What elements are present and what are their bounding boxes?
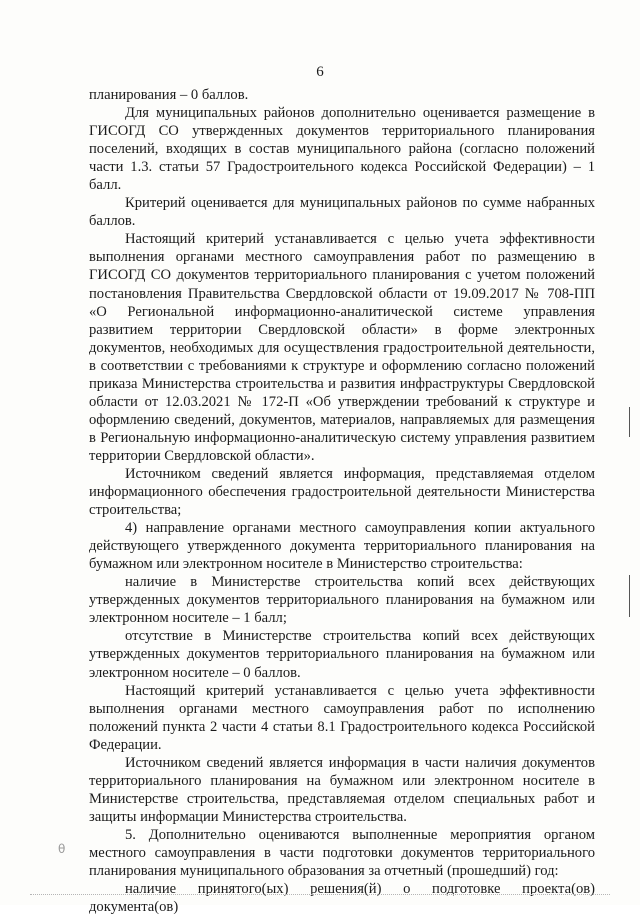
scan-artifact-line (629, 407, 630, 437)
paragraph-continuation: планирования – 0 баллов. (89, 87, 249, 103)
paragraph-decision: наличие принятого(ых) решения(й) о подготовке проекта(ов) документа(ов) (89, 881, 595, 916)
document-body (89, 86, 595, 916)
paragraph-district-bonus: Для муниципальных районов дополнительно оценивается размещение в ГИСОГД СО утвержденных документов территориального планирования поселений, входящих в состав муниципального района (согласно положений части 1.3. статьи 57 Градостроительного кодекса Российской Федерации) – 1 балл. (89, 105, 595, 194)
page-number: 6 (316, 64, 324, 80)
scan-artifact-line (629, 575, 630, 617)
paragraph-criterion-purpose-2: Настоящий критерий устанавливается с целью учета эффективности выполнения органами местного самоуправления работ по исполнению положений пункта 2 части 4 статьи 8.1 Градостроительного кодекса Российской Федерации. (89, 682, 595, 753)
paragraph-criterion-sum: Критерий оценивается для муниципальных районов по сумме набранных баллов. (89, 195, 595, 230)
paragraph-absence: отсутствие в Министерстве строительства копий всех действующих утвержденных документов территориального планирования на бумажном или электронном носителе – 0 баллов. (89, 628, 595, 681)
paragraph-presence: наличие в Министерстве строительства копий всех действующих утвержденных документов территориального планирования на бумажном или электронном носителе – 1 балл; (89, 574, 595, 627)
paragraph-source-info: Источником сведений является информация, представляемая отделом информационного обеспечения градостроительной деятельности Министерства строительства; (89, 465, 595, 519)
scan-artifact-bottom-edge (30, 894, 610, 896)
paragraph-item-4: 4) направление органами местного самоуправления копии актуального действующего утвержденного документа территориального планирования на бумажном или электронном носителе в Министерство строительства: (89, 520, 595, 573)
margin-mark: θ (58, 842, 66, 856)
paragraph-item-5: 5. Дополнительно оцениваются выполненные мероприятия органом местного самоуправления в части подготовки документов территориального планирования муниципального образования за отчетный (прошедший) год: (89, 826, 595, 880)
paragraph-criterion-purpose: Настоящий критерий устанавливается с целью учета эффективности выполнения органами местного самоуправления работ по размещению в ГИСОГД СО документов территориального планирования с учетом положений постановления Правительства Свердловской области от 19.09.2017 № 708-ПП «О Региональной информационно-аналитической системе управления развитием территории Свердловской области» в форме электронных документов, необходимых для осуществления градостроительной деятельности, в соответствии с требованиями к структуре и оформлению согласно положений приказа Министерства строительства и развития инфраструктуры Свердловской области от 12.03.2021 № 172-П «Об утверждении требований к структуре и оформлению сведений, документов, материалов, направляемых для размещения в Региональную информационно-аналитическую систему управления развитием территории Свердловской области». (89, 231, 595, 464)
paragraph-source-info-2: Источником сведений является информация в части наличия документов территориального планирования на бумажном или электронном носителе в Министерстве строительства, представляемая отделом специальных работ и защиты информации Министерства строительства. (89, 754, 595, 825)
